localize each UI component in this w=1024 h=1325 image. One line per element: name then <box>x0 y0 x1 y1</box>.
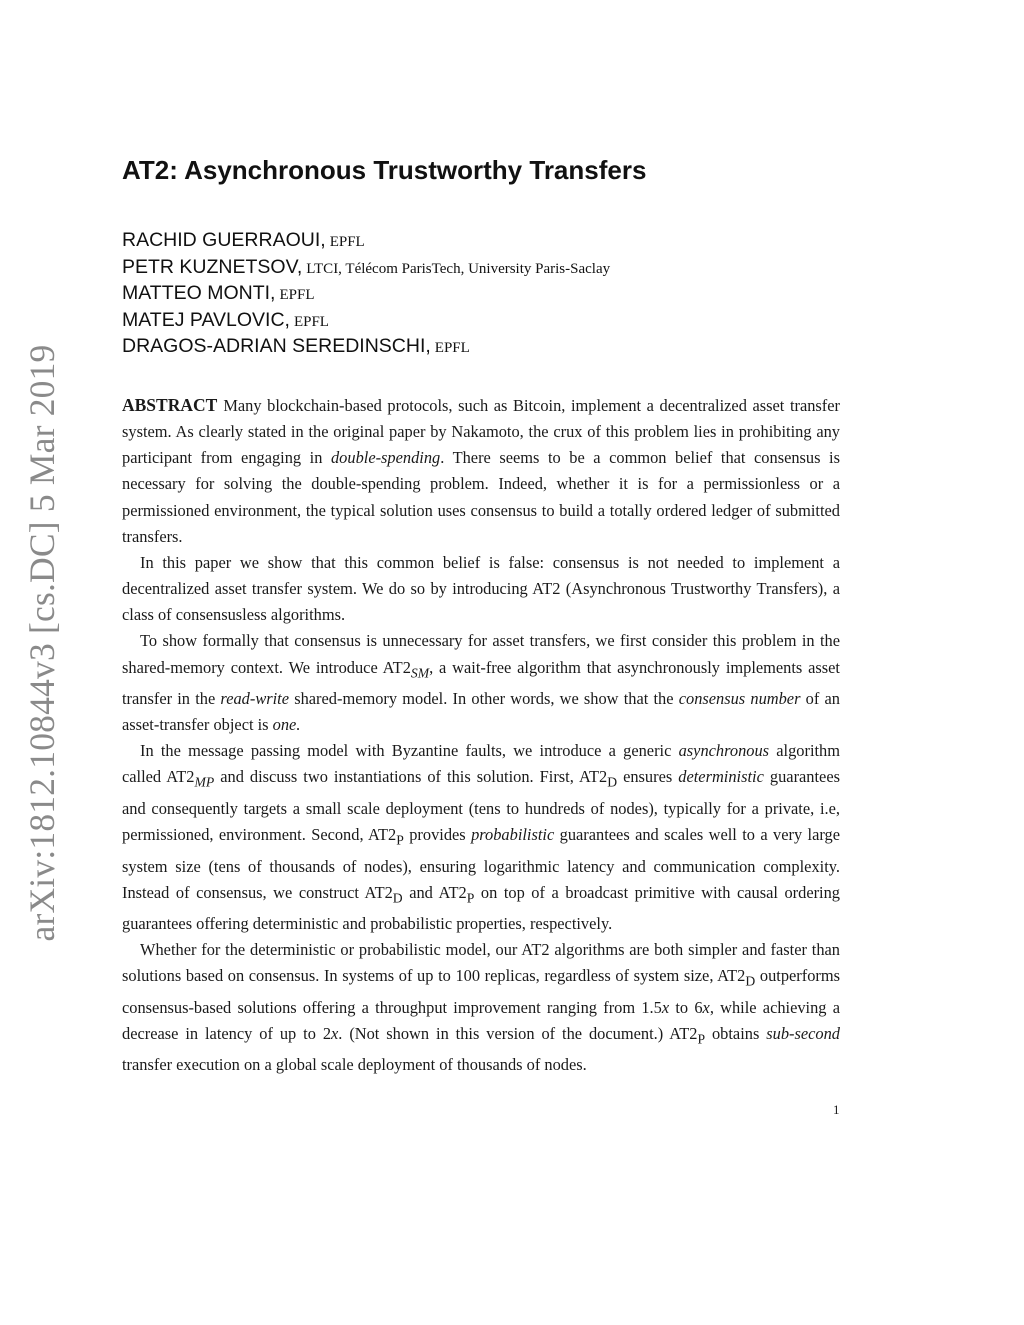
abstract-text: algorithm called AT2 <box>122 741 840 787</box>
abstract-text: outperforms consensus-based solutions offering a throughput improvement ranging from 1.5 <box>122 966 840 1017</box>
author-affiliation: EPFL <box>293 313 329 330</box>
author-affiliation: EPFL <box>434 340 470 357</box>
abstract-text: Many blockchain-based protocols, such as Bitcoin, implement a decentralized asset transfer system. As clearly stated in the original paper by Nakamoto, the crux of this problem lies in prohibiting any participant from engaging in <box>122 396 840 468</box>
author-affiliation: EPFL <box>279 287 315 304</box>
abstract-text: ensures <box>617 767 679 787</box>
abstract-text: on top of a broadcast primitive with causal ordering guarantees offering deterministic and probabilistic properties, respectively. <box>122 882 840 934</box>
abstract-text: to 6 <box>669 997 703 1017</box>
subscript-text: MP <box>194 774 215 790</box>
emphasis-text: one. <box>272 715 301 735</box>
author-name: MATEJ PAVLOVIC, <box>122 308 290 331</box>
subscript-text: P <box>697 1031 706 1047</box>
emphasis-text: probabilistic <box>471 825 555 845</box>
emphasis-text: read-write <box>220 689 290 708</box>
abstract-text: of an asset-transfer object is <box>122 689 840 735</box>
abstract-paragraph-2: In this paper we show that this common belief is false: consensus is not needed to implement a decentralized asset transfer system. We do so by introducing AT2 (Asynchronous Trustworthy Transfers), a class of consensusless algorithms. <box>122 552 840 625</box>
author-list <box>122 227 610 360</box>
math-variable: x <box>661 997 670 1017</box>
math-variable: x <box>702 997 710 1017</box>
author-entry <box>122 227 610 254</box>
abstract-text: , while achieving a decrease in latency of up to 2 <box>122 997 841 1043</box>
emphasis-text: asynchronous <box>678 741 770 761</box>
abstract-text: To show formally that consensus is unnecessary for asset transfers, we first consider this problem in the shared-memory context. We introduce AT2 <box>122 631 840 677</box>
author-entry <box>122 333 610 360</box>
author-name: RACHID GUERRAOUI, <box>122 229 326 251</box>
emphasis-text: double-spending <box>330 448 441 468</box>
abstract-text: obtains <box>705 1024 767 1043</box>
abstract-text: , a wait-free algorithm that asynchronously implements asset transfer in the <box>122 657 840 708</box>
author-name: MATTEO MONTI, <box>122 282 276 305</box>
author-entry <box>122 280 610 307</box>
abstract-text: . (Not shown in this version of the document.) AT2 <box>338 1024 698 1043</box>
math-variable: x <box>331 1024 339 1043</box>
arxiv-side-stamp: arXiv:1812.10844v3 [cs.DC] 5 Mar 2019 <box>22 344 62 942</box>
author-name: DRAGOS-ADRIAN SEREDINSCHI, <box>122 335 431 358</box>
subscript-text: D <box>745 973 756 989</box>
paper-title: AT2: Asynchronous Trustworthy Transfers <box>122 155 647 185</box>
subscript-text: SM <box>410 664 430 680</box>
abstract-text: and AT2 <box>402 882 467 902</box>
author-affiliation: EPFL <box>329 234 365 250</box>
emphasis-text: deterministic <box>678 767 764 787</box>
abstract-paragraph-1 <box>122 392 840 550</box>
abstract-text: transfer execution on a global scale deployment of thousands of nodes. <box>122 1055 587 1075</box>
subscript-text: P <box>466 889 475 905</box>
author-entry <box>122 307 610 334</box>
abstract-paragraph-4 <box>122 738 840 937</box>
abstract-text: Whether for the deterministic or probabilistic model, our AT2 algorithms are both simpler and faster than solutions based on consensus. In systems of up to 100 replicas, regardless of system size, AT2 <box>122 940 840 986</box>
page-number: 1 <box>833 1102 840 1117</box>
abstract-text: and discuss two instantiations of this solution. First, AT2 <box>214 767 608 787</box>
emphasis-text: sub-second <box>766 1024 840 1043</box>
subscript-text: P <box>396 832 404 848</box>
abstract-text: In the message passing model with Byzantine faults, we introduce a generic <box>140 741 679 761</box>
abstract-section <box>122 392 840 1079</box>
emphasis-text: consensus number <box>678 689 801 708</box>
author-affiliation: LTCI, Télécom ParisTech, University Paris-Saclay <box>306 260 611 277</box>
abstract-heading: ABSTRACT <box>122 395 218 415</box>
abstract-paragraph-5 <box>122 937 840 1078</box>
abstract-text: shared-memory model. In other words, we show that the <box>289 689 679 708</box>
subscript-text: D <box>607 774 618 790</box>
abstract-text: provides <box>403 825 472 845</box>
abstract-text: . There seems to be a common belief that consensus is necessary for solving the double-spending problem. Indeed, whether it is for a permissionless or a permissioned environment, the typical solution uses consensus to build a totally ordered ledger of submitted transfers. <box>122 448 840 546</box>
abstract-paragraph-3 <box>122 628 840 738</box>
subscript-text: D <box>392 889 403 905</box>
abstract-text: guarantees and consequently targets a small scale deployment (tens to hundreds of nodes), typically for a private, i.e, permissioned, environment. Second, AT2 <box>122 767 840 845</box>
author-entry <box>122 254 610 281</box>
abstract-text: guarantees and scales well to a very large system size (tens of thousands of nodes), ensuring logarithmic latency and communication complexity. Instead of consensus, we construct AT2 <box>122 825 840 902</box>
author-name: PETR KUZNETSOV, <box>122 255 303 278</box>
